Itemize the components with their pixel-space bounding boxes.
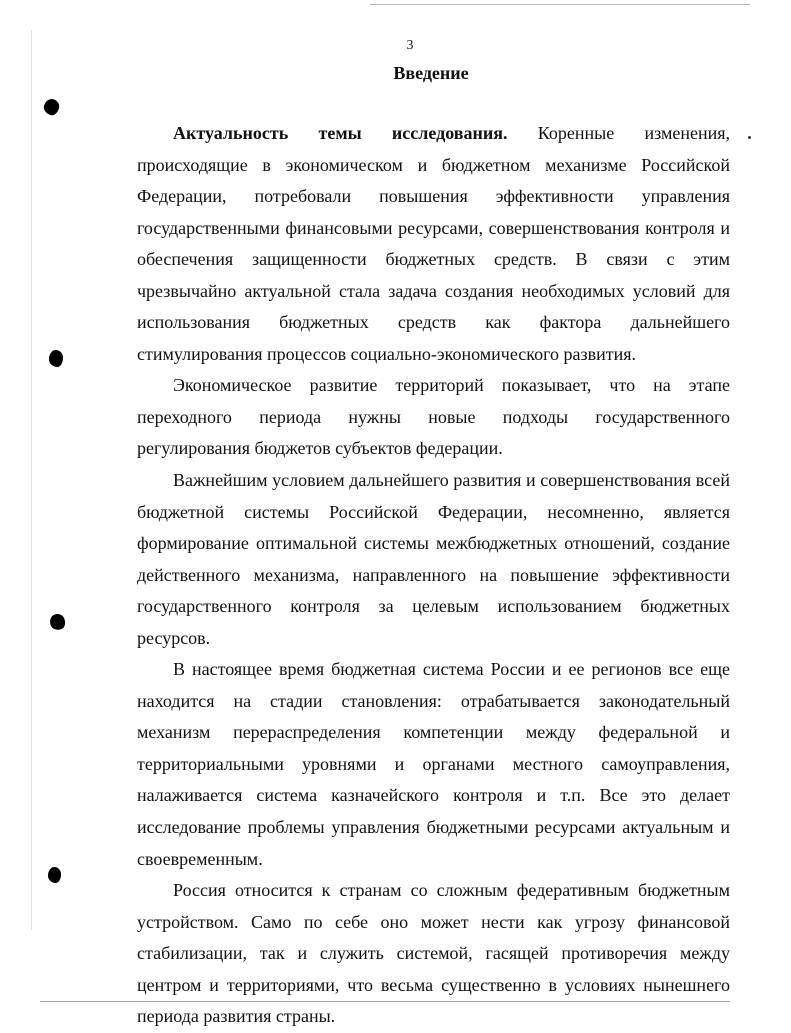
scan-edge-bottom bbox=[40, 1001, 730, 1002]
paragraph-text: Россия относится к странам со сложным федеративным бюджетным устройством. Само по себе оно может нести как угрозу финансовой стабилизации, так и служить системой, гасящей противоречия между центром и территориями, что весьма существенно в условиях нынешнего периода развития страны. bbox=[137, 880, 730, 1027]
paragraph bbox=[137, 654, 730, 875]
paragraph bbox=[137, 465, 730, 654]
paragraph-text: Экономическое развитие территорий показывает, что на этапе переходного периода нужны новые подходы государственного регулирования бюджетов субъектов федерации. bbox=[137, 375, 730, 459]
punch-hole-mark bbox=[49, 350, 63, 367]
paragraph-lead: Актуальность темы исследования. bbox=[173, 123, 508, 143]
punch-hole-mark bbox=[42, 97, 61, 116]
section-title: Введение bbox=[393, 63, 469, 83]
scan-speck bbox=[748, 136, 751, 139]
paragraph bbox=[137, 370, 730, 465]
page-number: 3 bbox=[406, 38, 414, 53]
page-left-edge bbox=[31, 30, 32, 930]
paragraph-text: В настоящее время бюджетная система России и ее регионов все еще находится на стадии становления: отрабатывается законодательный механизм перераспределения компетенции между федеральной и территориальными уровнями и органами местного самоуправления, налаживается система казначейского контроля и т.п. Все это делает исследование проблемы управления бюджетными ресурсами актуальным и своевременным. bbox=[137, 659, 730, 869]
paragraph bbox=[137, 118, 730, 370]
paragraph bbox=[137, 875, 730, 1033]
paragraph-text: Важнейшим условием дальнейшего развития и совершенствования всей бюджетной системы Российской Федерации, несомненно, является формирование оптимальной системы межбюджетных отношений, создание действенного механизма, направленного на повышение эффективности государственного контроля за целевым использованием бюджетных ресурсов. bbox=[137, 470, 730, 648]
document-body bbox=[137, 118, 730, 1033]
scan-edge-top bbox=[370, 4, 750, 5]
punch-hole-mark bbox=[48, 612, 68, 632]
punch-hole-mark bbox=[48, 867, 61, 883]
paragraph-text: Коренные изменения, происходящие в экономическом и бюджетном механизме Российской Федерации, потребовали повышения эффективности управления государственными финансовыми ресурсами, совершенствования контроля и обеспечения защищенности бюджетных средств. В связи с этим чрезвычайно актуальной стала задача создания необходимых условий для использования бюджетных средств как фактора дальнейшего стимулирования процессов социально-экономического развития. bbox=[137, 123, 731, 364]
